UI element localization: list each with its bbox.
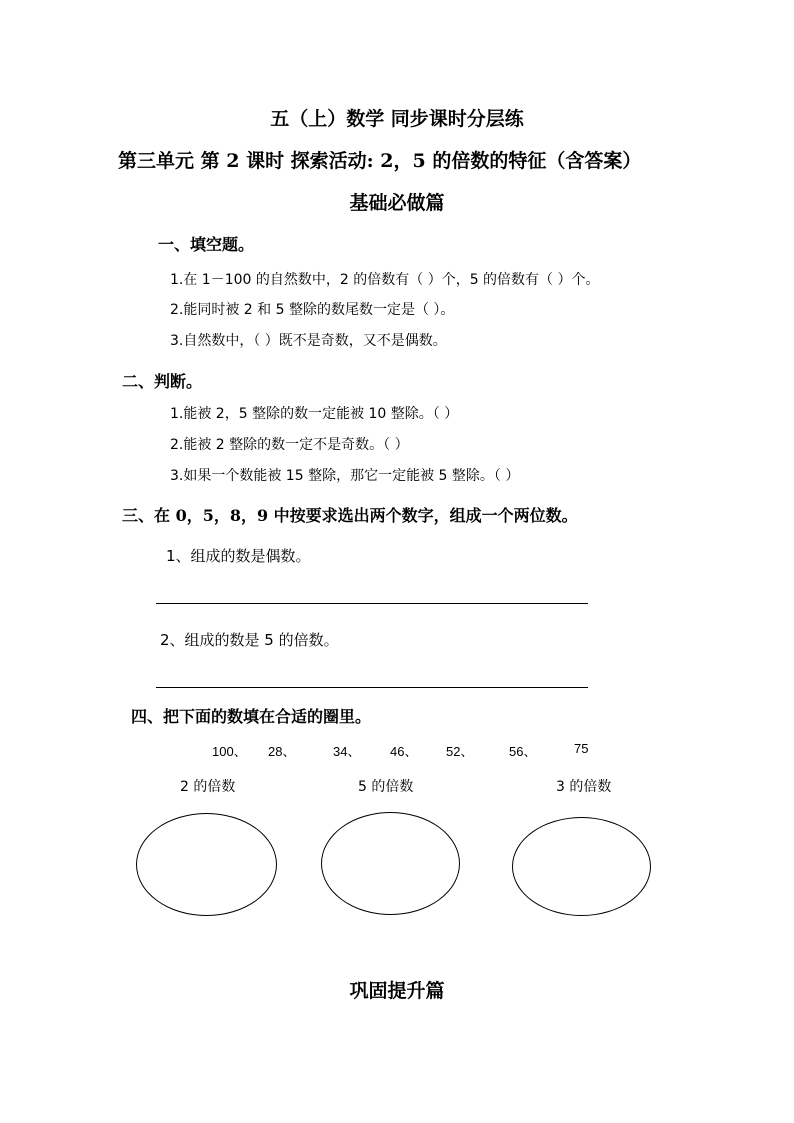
judge-question-1: 1.能被 2，5 整除的数一定能被 10 整除。（ ）	[170, 406, 459, 422]
fill-blank-question-3: 3.自然数中，（ ）既不是奇数，又不是偶数。	[170, 333, 447, 349]
answer-line-2[interactable]	[156, 687, 588, 688]
judge-question-3: 3.如果一个数能被 15 整除，那它一定能被 5 整除。（ ）	[170, 468, 520, 484]
circle-label-multiples-of-3: 3 的倍数	[556, 779, 612, 795]
section-heading-circles: 四、把下面的数填在合适的圈里。	[131, 707, 372, 726]
part-heading-advanced: 巩固提升篇	[349, 980, 445, 1002]
part-heading-basic: 基础必做篇	[349, 192, 445, 214]
circle-multiples-of-5[interactable]	[321, 812, 460, 915]
circle-label-multiples-of-5: 5 的倍数	[358, 779, 414, 795]
number-item: 28、	[268, 744, 296, 759]
section-heading-fill-blank: 一、填空题。	[158, 235, 255, 254]
answer-line-1[interactable]	[156, 603, 588, 604]
fill-blank-question-2: 2.能同时被 2 和 5 整除的数尾数一定是（ ）。	[170, 302, 455, 318]
number-item: 75	[574, 741, 589, 756]
number-item: 52、	[446, 744, 474, 759]
compose-question-1: 1、组成的数是偶数。	[166, 547, 311, 565]
section-heading-compose: 三、在 0，5，8，9 中按要求选出两个数字，组成一个两位数。	[122, 506, 578, 525]
judge-question-2: 2.能被 2 整除的数一定不是奇数。（ ）	[170, 437, 409, 453]
section-heading-judge: 二、判断。	[122, 372, 203, 391]
number-item: 34、	[333, 744, 361, 759]
lesson-subtitle: 第三单元 第 2 课时 探索活动: 2，5 的倍数的特征（含答案）	[118, 150, 642, 172]
circle-label-multiples-of-2: 2 的倍数	[180, 779, 236, 795]
number-item: 100、	[212, 744, 247, 759]
circle-multiples-of-2[interactable]	[136, 813, 277, 916]
fill-blank-question-1: 1.在 1－100 的自然数中，2 的倍数有（ ）个，5 的倍数有（ ）个。	[170, 272, 600, 288]
circle-multiples-of-3[interactable]	[512, 817, 651, 916]
compose-question-2: 2、组成的数是 5 的倍数。	[160, 631, 339, 649]
number-item: 56、	[509, 744, 537, 759]
number-item: 46、	[390, 744, 418, 759]
worksheet-title: 五（上）数学 同步课时分层练	[270, 108, 524, 130]
